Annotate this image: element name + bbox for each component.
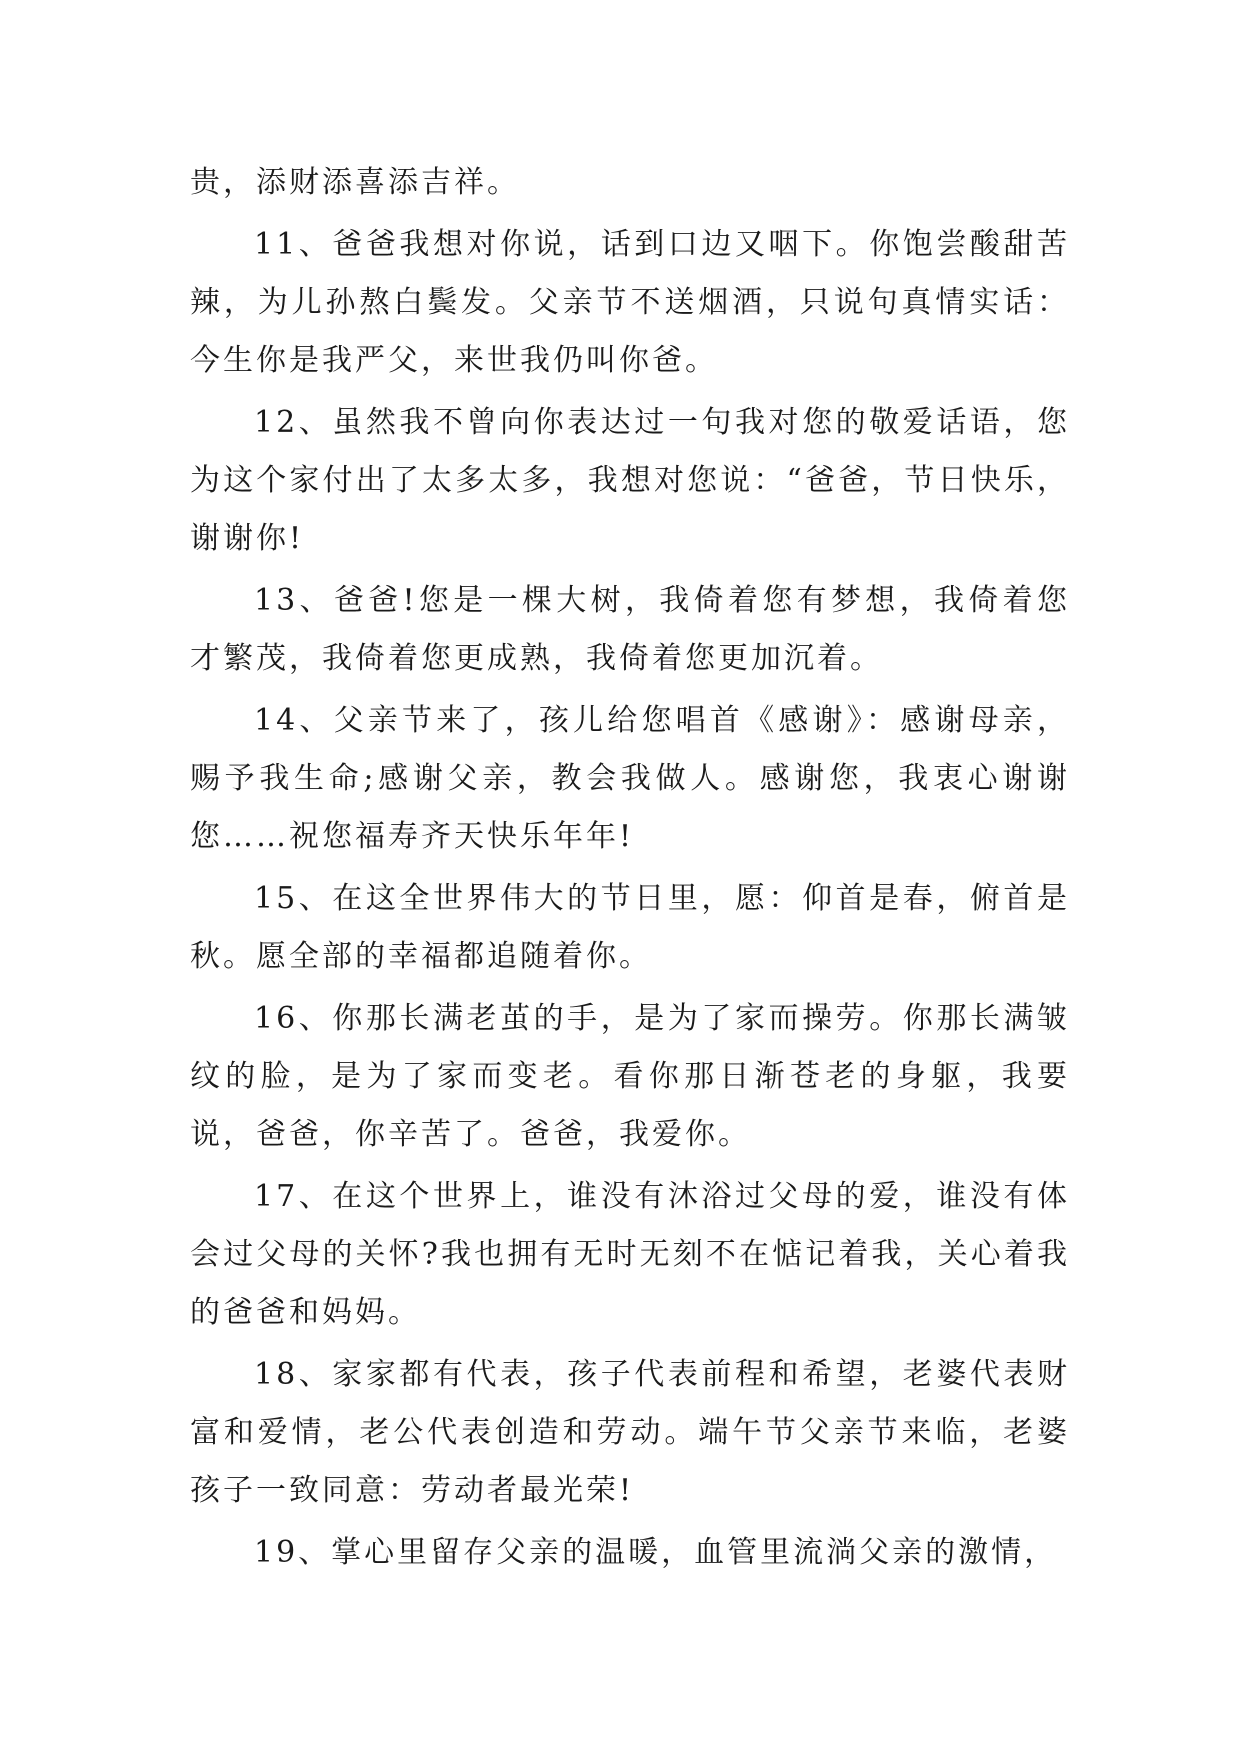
- paragraph-13: 13、爸爸!您是一棵大树，我倚着您有梦想，我倚着您才繁茂，我倚着您更成熟，我倚着您更加沉着。: [190, 583, 1070, 676]
- paragraph-18: 18、家家都有代表，孩子代表前程和希望，老婆代表财富和爱情，老公代表创造和劳动。端午节父亲节来临，老婆孩子一致同意：劳动者最光荣!: [190, 1357, 1070, 1508]
- paragraph-11: 11、爸爸我想对你说，话到口边又咽下。你饱尝酸甜苦辣，为儿孙熬白鬓发。父亲节不送烟酒，只说句真情实话：今生你是我严父，来世我仍叫你爸。: [190, 227, 1070, 378]
- paragraph-16: 16、你那长满老茧的手，是为了家而操劳。你那长满皱纹的脸，是为了家而变老。看你那日渐苍老的身躯，我要说，爸爸，你辛苦了。爸爸，我爱你。: [190, 1001, 1070, 1152]
- paragraph-12: 12、虽然我不曾向你表达过一句我对您的敬爱话语，您为这个家付出了太多太多，我想对您说：“爸爸，节日快乐，谢谢你!: [190, 405, 1070, 556]
- document-body: [190, 154, 1070, 1586]
- paragraph-17: 17、在这个世界上，谁没有沐浴过父母的爱，谁没有体会过父母的关怀?我也拥有无时无刻不在惦记着我，关心着我的爸爸和妈妈。: [190, 1179, 1070, 1330]
- paragraph-continuation: 贵，添财添喜添吉祥。: [190, 165, 520, 200]
- paragraph-14: 14、父亲节来了，孩儿给您唱首《感谢》：感谢母亲，赐予我生命;感谢父亲，教会我做人。感谢您，我衷心谢谢您……祝您福寿齐天快乐年年!: [190, 703, 1070, 854]
- paragraph-19: 19、掌心里留存父亲的温暖，血管里流淌父亲的激情，: [254, 1535, 1058, 1570]
- paragraph-15: 15、在这全世界伟大的节日里，愿：仰首是春，俯首是秋。愿全部的幸福都追随着你。: [190, 881, 1070, 974]
